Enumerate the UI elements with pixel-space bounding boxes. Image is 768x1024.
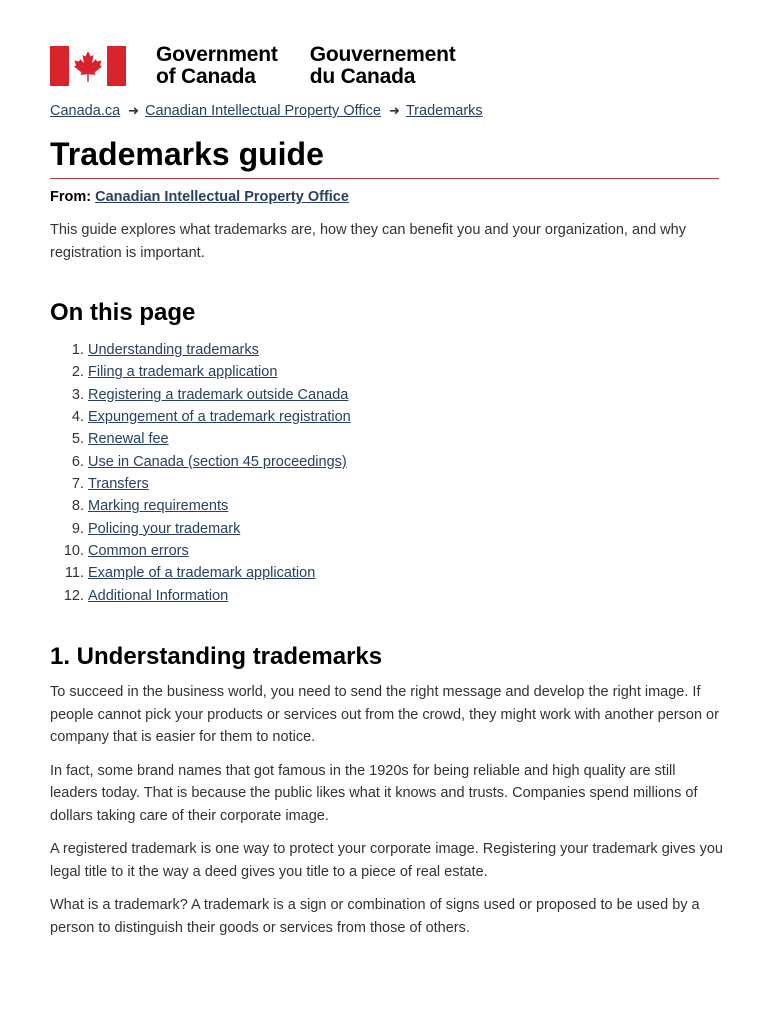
title-divider bbox=[50, 178, 719, 179]
toc-link-registering-outside-canada[interactable]: Registering a trademark outside Canada bbox=[88, 386, 349, 403]
toc-link-renewal-fee[interactable]: Renewal fee bbox=[88, 431, 169, 448]
toc-link-common-errors[interactable]: Common errors bbox=[88, 543, 189, 560]
toc-link-policing[interactable]: Policing your trademark bbox=[88, 520, 241, 537]
toc-number: 3. bbox=[71, 386, 84, 403]
paragraph: What is a trademark? A trademark is a sign or combination of signs used or proposed to be used by a person to distinguish their goods or services from those of others. bbox=[50, 897, 700, 936]
toc-item bbox=[50, 585, 351, 607]
toc-link-filing-application[interactable]: Filing a trademark application bbox=[88, 364, 278, 381]
arrow-right-icon: ➜ bbox=[128, 103, 140, 118]
toc-item bbox=[50, 518, 351, 540]
signature-en-line2: of Canada bbox=[156, 65, 256, 88]
paragraph: In fact, some brand names that got famous in the 1920s for being reliable and high quality are still leaders today. That is because the public likes what it knows and trusts. Companies spend millions of dollars taking care of their corporate image. bbox=[50, 762, 698, 824]
signature-english bbox=[156, 44, 278, 88]
toc-number: 8. bbox=[71, 498, 84, 515]
toc-item bbox=[50, 406, 351, 428]
toc-number: 9. bbox=[71, 520, 84, 537]
toc-number: 11. bbox=[64, 565, 84, 582]
paragraph: A registered trademark is one way to protect your corporate image. Registering your trademark gives you legal title to it the way a deed gives you title to a piece of real estate. bbox=[50, 841, 723, 880]
toc-item bbox=[50, 384, 351, 406]
toc-link-use-in-canada[interactable]: Use in Canada (section 45 proceedings) bbox=[88, 453, 347, 470]
toc-item bbox=[50, 451, 351, 473]
toc-number: 10. bbox=[63, 543, 84, 560]
from-prefix: From: bbox=[50, 189, 92, 205]
signature-en-line1: Government bbox=[156, 43, 278, 66]
section-body bbox=[50, 681, 725, 950]
table-of-contents bbox=[50, 339, 351, 607]
signature-fr-line2: du Canada bbox=[309, 65, 416, 88]
toc-item bbox=[50, 495, 351, 517]
from-line bbox=[50, 187, 349, 207]
toc-item bbox=[50, 361, 351, 383]
toc-number: 12. bbox=[63, 587, 84, 604]
toc-link-expungement[interactable]: Expungement of a trademark registration bbox=[88, 409, 351, 426]
canada-flag-icon bbox=[50, 46, 126, 86]
paragraph: To succeed in the business world, you need to send the right message and develop the right image. If people cannot pick your products or services out from the crowd, they might work with another person or company that is easier for them to notice. bbox=[50, 684, 719, 745]
signature-fr-line1: Gouvernement bbox=[309, 43, 456, 66]
toc-link-transfers[interactable]: Transfers bbox=[88, 476, 149, 493]
breadcrumb bbox=[50, 101, 483, 121]
signature-french bbox=[310, 44, 456, 88]
toc-number: 2. bbox=[71, 364, 84, 381]
section-heading-understanding-trademarks: 1. Understanding trademarks bbox=[50, 643, 383, 670]
from-cipo-link[interactable]: Canadian Intellectual Property Office bbox=[95, 189, 349, 205]
breadcrumb-link-canada-ca[interactable]: Canada.ca bbox=[50, 103, 121, 119]
toc-number: 7. bbox=[71, 476, 84, 493]
toc-number: 5. bbox=[71, 431, 84, 448]
page-title: Trademarks guide bbox=[50, 136, 324, 172]
goc-signature[interactable] bbox=[50, 44, 456, 90]
on-this-page-heading: On this page bbox=[50, 299, 196, 326]
toc-item bbox=[50, 339, 351, 361]
toc-link-marking-requirements[interactable]: Marking requirements bbox=[88, 498, 229, 515]
toc-number: 6. bbox=[71, 453, 84, 470]
arrow-right-icon: ➜ bbox=[388, 103, 400, 118]
toc-link-additional-information[interactable]: Additional Information bbox=[88, 587, 229, 604]
toc-item bbox=[50, 562, 351, 584]
breadcrumb-link-trademarks[interactable]: Trademarks bbox=[405, 103, 483, 119]
toc-item bbox=[50, 540, 351, 562]
toc-link-understanding-trademarks[interactable]: Understanding trademarks bbox=[88, 342, 259, 358]
toc-number: 4. bbox=[71, 409, 84, 426]
intro-paragraph: This guide explores what trademarks are, how they can benefit you and your organization, and why registration is important. bbox=[50, 222, 686, 261]
toc-item bbox=[50, 428, 351, 450]
breadcrumb-link-cipo[interactable]: Canadian Intellectual Property Office bbox=[145, 103, 381, 119]
toc-item bbox=[50, 473, 351, 495]
toc-number: 1. bbox=[71, 342, 84, 358]
toc-link-example-application[interactable]: Example of a trademark application bbox=[88, 565, 316, 582]
